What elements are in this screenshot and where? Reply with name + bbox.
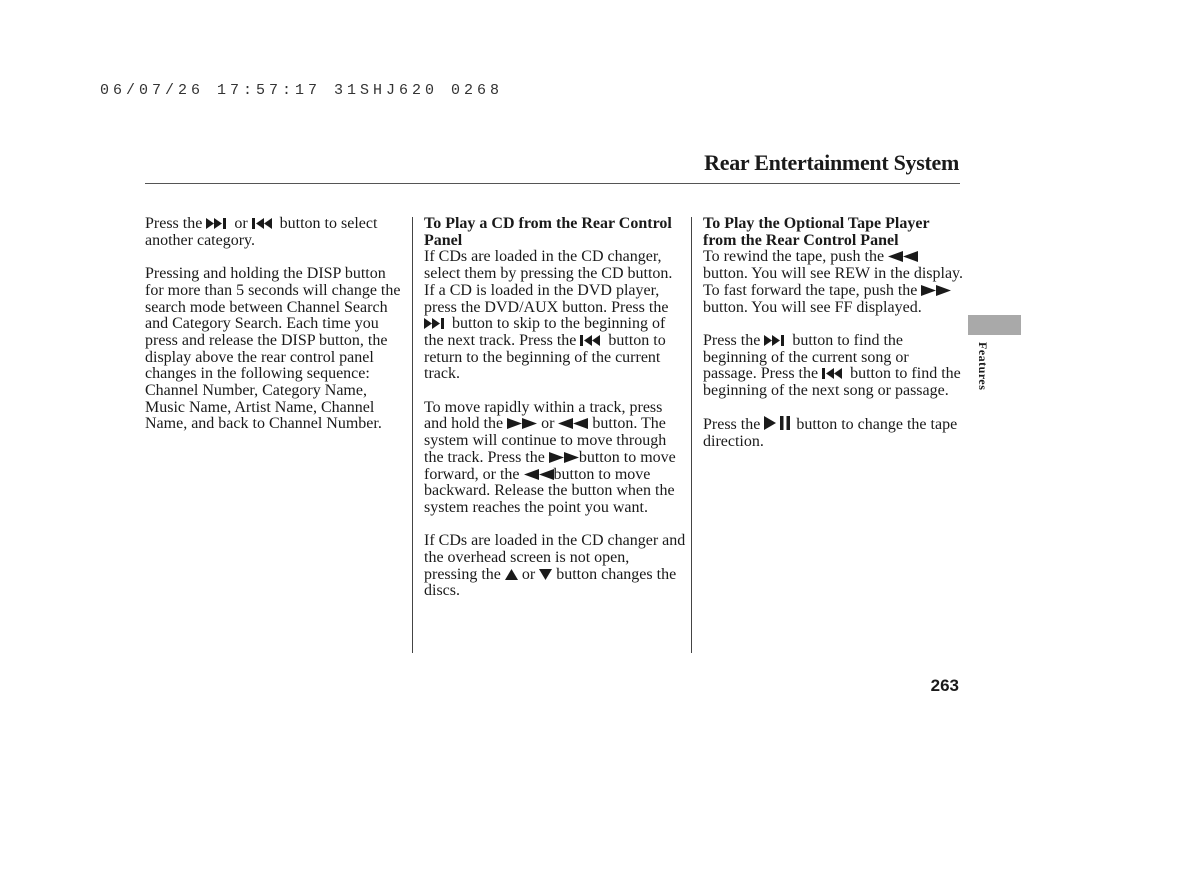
- column-3: [703, 216, 965, 468]
- paragraph: [703, 333, 965, 400]
- text: button changes the discs.: [424, 565, 677, 600]
- column-divider: [691, 217, 692, 653]
- text: or: [521, 565, 536, 583]
- skip-forward-icon: [764, 335, 788, 346]
- rewind-icon: [888, 251, 918, 262]
- print-stamp: 06/07/26 17:57:17 31SHJ620 0268: [100, 82, 504, 99]
- skip-forward-icon: [206, 218, 230, 229]
- paragraph: [145, 216, 407, 249]
- text: button to find the beginning of the next song or passage.: [703, 365, 961, 400]
- text: or: [541, 415, 555, 433]
- text: button. The system will continue to move through the track. Press the: [424, 415, 667, 466]
- text: button to find the beginning of the current song or passage. Press the: [703, 331, 909, 383]
- text: button to skip to the beginning of the next track. Press the: [424, 315, 666, 349]
- text: To rewind the tape, push the: [703, 248, 885, 266]
- skip-back-icon: [580, 335, 604, 346]
- text: To move rapidly within a track, press and hold the: [424, 398, 663, 433]
- fast-forward-icon: [549, 452, 579, 463]
- text: or: [234, 215, 248, 232]
- up-triangle-icon: [505, 569, 518, 580]
- rewind-icon: [558, 418, 588, 429]
- text: Press the: [145, 215, 203, 232]
- text: button. You will see FF displayed.: [703, 298, 922, 316]
- play-pause-icon: [764, 416, 792, 430]
- paragraph: [424, 400, 686, 517]
- column-1: [145, 216, 407, 450]
- fast-forward-icon: [507, 418, 537, 429]
- down-triangle-icon: [539, 569, 552, 580]
- fast-forward-icon: [921, 285, 951, 296]
- paragraph: [703, 249, 965, 316]
- heading: To Play a CD from the Rear Control Panel: [424, 215, 672, 249]
- section-title: Rear Entertainment System: [704, 150, 959, 175]
- header-rule: [145, 183, 960, 184]
- text: If CDs are loaded in the CD changer and the overhead screen is not open, pressing the: [424, 532, 686, 583]
- skip-forward-icon: [424, 318, 448, 329]
- text: Press the: [703, 416, 761, 434]
- text: Press the: [703, 331, 761, 349]
- column-divider: [412, 217, 413, 653]
- skip-back-icon: [252, 218, 276, 229]
- paragraph: [424, 249, 686, 383]
- column-2: [424, 216, 686, 617]
- paragraph: [703, 416, 965, 450]
- rewind-icon: [524, 469, 554, 480]
- text: button to change the tape direction.: [703, 416, 958, 451]
- side-tab-label: Features: [976, 342, 990, 391]
- text: button to return to the beginning of the current track.: [424, 331, 666, 383]
- skip-back-icon: [822, 368, 846, 379]
- text: If CDs are loaded in the CD changer, select them by pressing the CD button. If a CD is loaded in the DVD player, press the DVD/AUX button. Press the: [424, 248, 673, 316]
- text: button to move backward. Release the button when the system reaches the point you want.: [424, 465, 675, 516]
- paragraph: [424, 533, 686, 600]
- page-number: 263: [930, 676, 959, 695]
- section-tab: [968, 315, 1021, 335]
- heading: To Play the Optional Tape Player from the Rear Control Panel: [703, 215, 930, 249]
- text: button. You will see REW in the display. To fast forward the tape, push the: [703, 265, 963, 299]
- text: button to select another category.: [145, 215, 378, 249]
- text: button to move forward, or the: [424, 448, 676, 483]
- paragraph: Pressing and holding the DISP button for more than 5 seconds will change the search mode between Channel Search and Category Search. Each time you press and release the DISP button, the display above the rear control panel changes in the following sequence: Channel Number, Category Name, Music Name, Artist Name, Channel Name, and back to Channel Number.: [145, 265, 401, 433]
